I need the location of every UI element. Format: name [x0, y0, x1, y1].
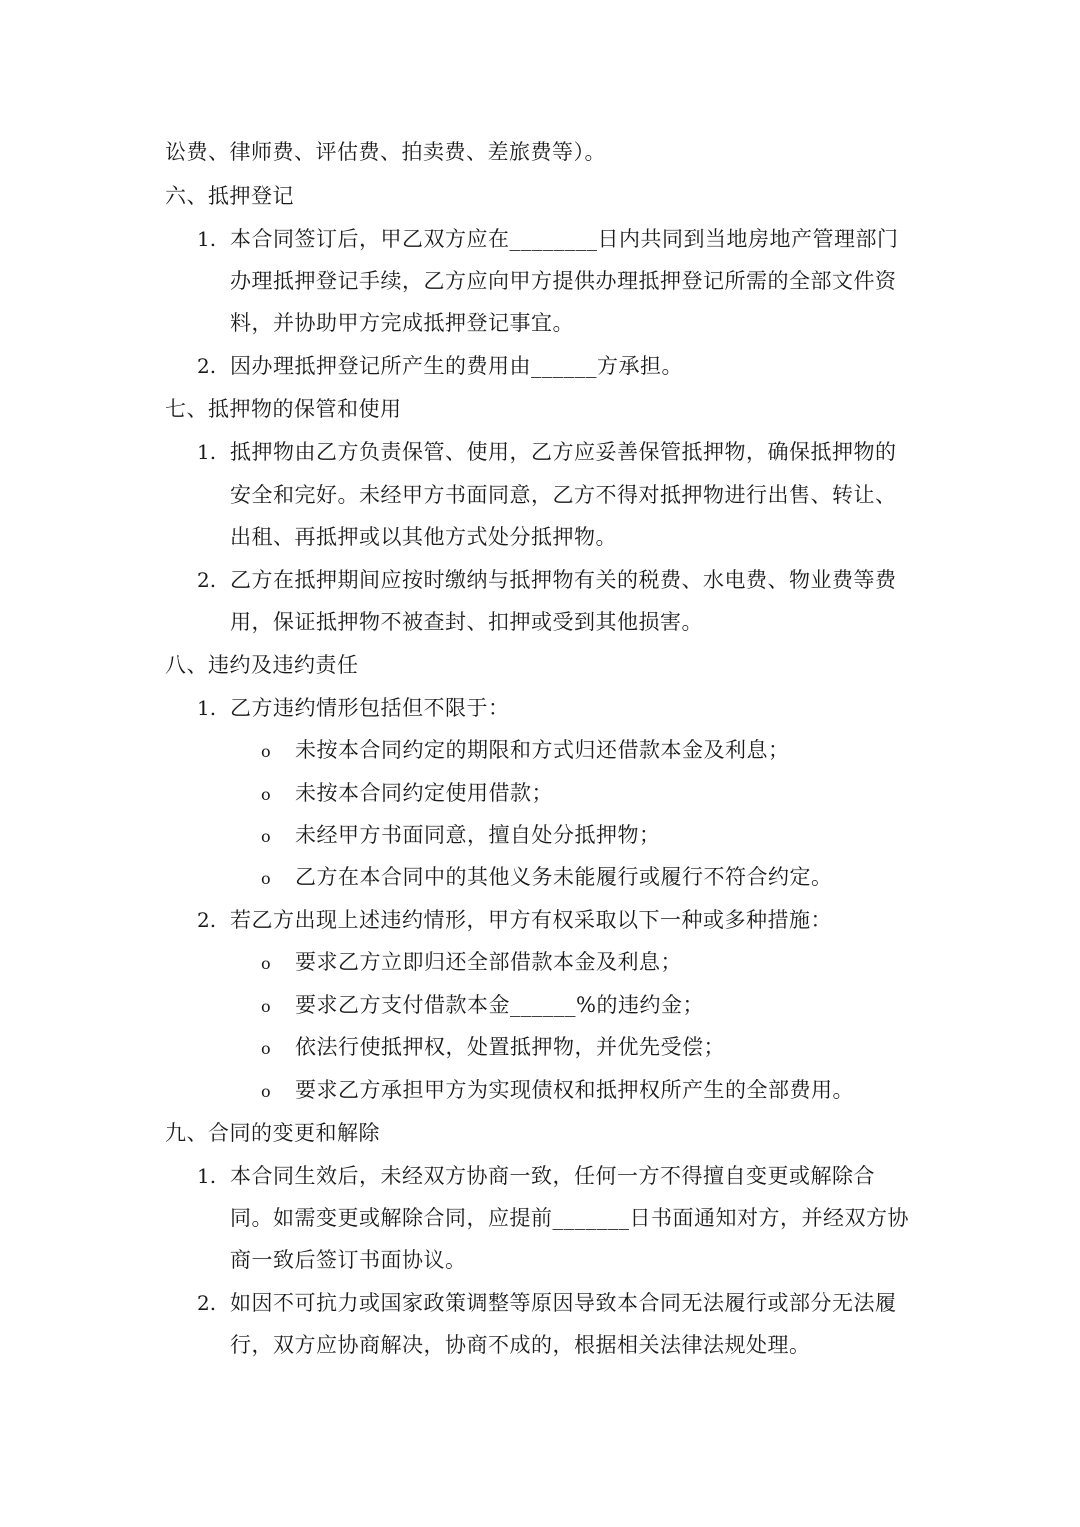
bullet-text: 要求乙方支付借款本金______%的违约金；: [295, 993, 704, 1017]
bullet-marker: o: [261, 785, 271, 804]
paragraph-line: 出租、再抵押或以其他方式处分抵押物。: [230, 525, 617, 549]
paragraph-line: 用，保证抵押物不被查封、扣押或受到其他损害。: [230, 610, 703, 634]
item-number: 2.: [197, 568, 217, 592]
paragraph-line: 如因不可抗力或国家政策调整等原因导致本合同无法履行或部分无法履: [230, 1291, 897, 1315]
bullet-text: 未经甲方书面同意，擅自处分抵押物；: [295, 823, 661, 847]
bullet-text: 未按本合同约定使用借款；: [295, 781, 553, 805]
bullet-marker: o: [261, 827, 271, 846]
item-number: 2.: [197, 908, 217, 932]
bullet-text: 依法行使抵押权，处置抵押物，并优先受偿；: [295, 1035, 725, 1059]
section-heading: 七、抵押物的保管和使用: [165, 397, 402, 421]
bullet-marker: o: [261, 742, 271, 761]
paragraph-line: 乙方违约情形包括但不限于：: [230, 696, 510, 720]
section-heading: 六、抵押登记: [165, 184, 294, 208]
paragraph-line: 抵押物由乙方负责保管、使用，乙方应妥善保管抵押物，确保抵押物的: [230, 440, 897, 464]
paragraph-line: 料，并协助甲方完成抵押登记事宜。: [230, 311, 574, 335]
bullet-text: 未按本合同约定的期限和方式归还借款本金及利息；: [295, 738, 790, 762]
item-number: 1.: [197, 696, 217, 720]
section-heading: 八、违约及违约责任: [165, 653, 359, 677]
bullet-marker: o: [261, 1082, 271, 1101]
intro-tail-line: 讼费、律师费、评估费、拍卖费、差旅费等）。: [165, 140, 606, 164]
paragraph-line: 本合同签订后，甲乙双方应在________日内共同到当地房地产管理部门: [230, 227, 899, 251]
paragraph-line: 本合同生效后，未经双方协商一致，任何一方不得擅自变更或解除合: [230, 1164, 875, 1188]
paragraph-line: 商一致后签订书面协议。: [230, 1248, 467, 1272]
paragraph-line: 乙方在抵押期间应按时缴纳与抵押物有关的税费、水电费、物业费等费: [230, 568, 897, 592]
bullet-marker: o: [261, 869, 271, 888]
item-number: 2.: [197, 1291, 217, 1315]
item-number: 1.: [197, 440, 217, 464]
bullet-marker: o: [261, 1039, 271, 1058]
bullet-marker: o: [261, 997, 271, 1016]
paragraph-line: 安全和完好。未经甲方书面同意，乙方不得对抵押物进行出售、转让、: [230, 483, 897, 507]
item-number: 1.: [197, 227, 217, 251]
paragraph-line: 办理抵押登记手续，乙方应向甲方提供办理抵押登记所需的全部文件资: [230, 269, 897, 293]
item-number: 2.: [197, 354, 217, 378]
bullet-text: 要求乙方承担甲方为实现债权和抵押权所产生的全部费用。: [295, 1078, 854, 1102]
bullet-marker: o: [261, 954, 271, 973]
paragraph-line: 因办理抵押登记所产生的费用由______方承担。: [230, 354, 683, 378]
bullet-text: 乙方在本合同中的其他义务未能履行或履行不符合约定。: [295, 865, 833, 889]
paragraph-line: 若乙方出现上述违约情形，甲方有权采取以下一种或多种措施：: [230, 908, 832, 932]
section-heading: 九、合同的变更和解除: [165, 1121, 380, 1145]
bullet-text: 要求乙方立即归还全部借款本金及利息；: [295, 950, 682, 974]
paragraph-line: 同。如需变更或解除合同，应提前_______日书面通知对方，并经双方协: [230, 1206, 909, 1230]
paragraph-line: 行，双方应协商解决，协商不成的，根据相关法律法规处理。: [230, 1333, 811, 1357]
item-number: 1.: [197, 1164, 217, 1188]
